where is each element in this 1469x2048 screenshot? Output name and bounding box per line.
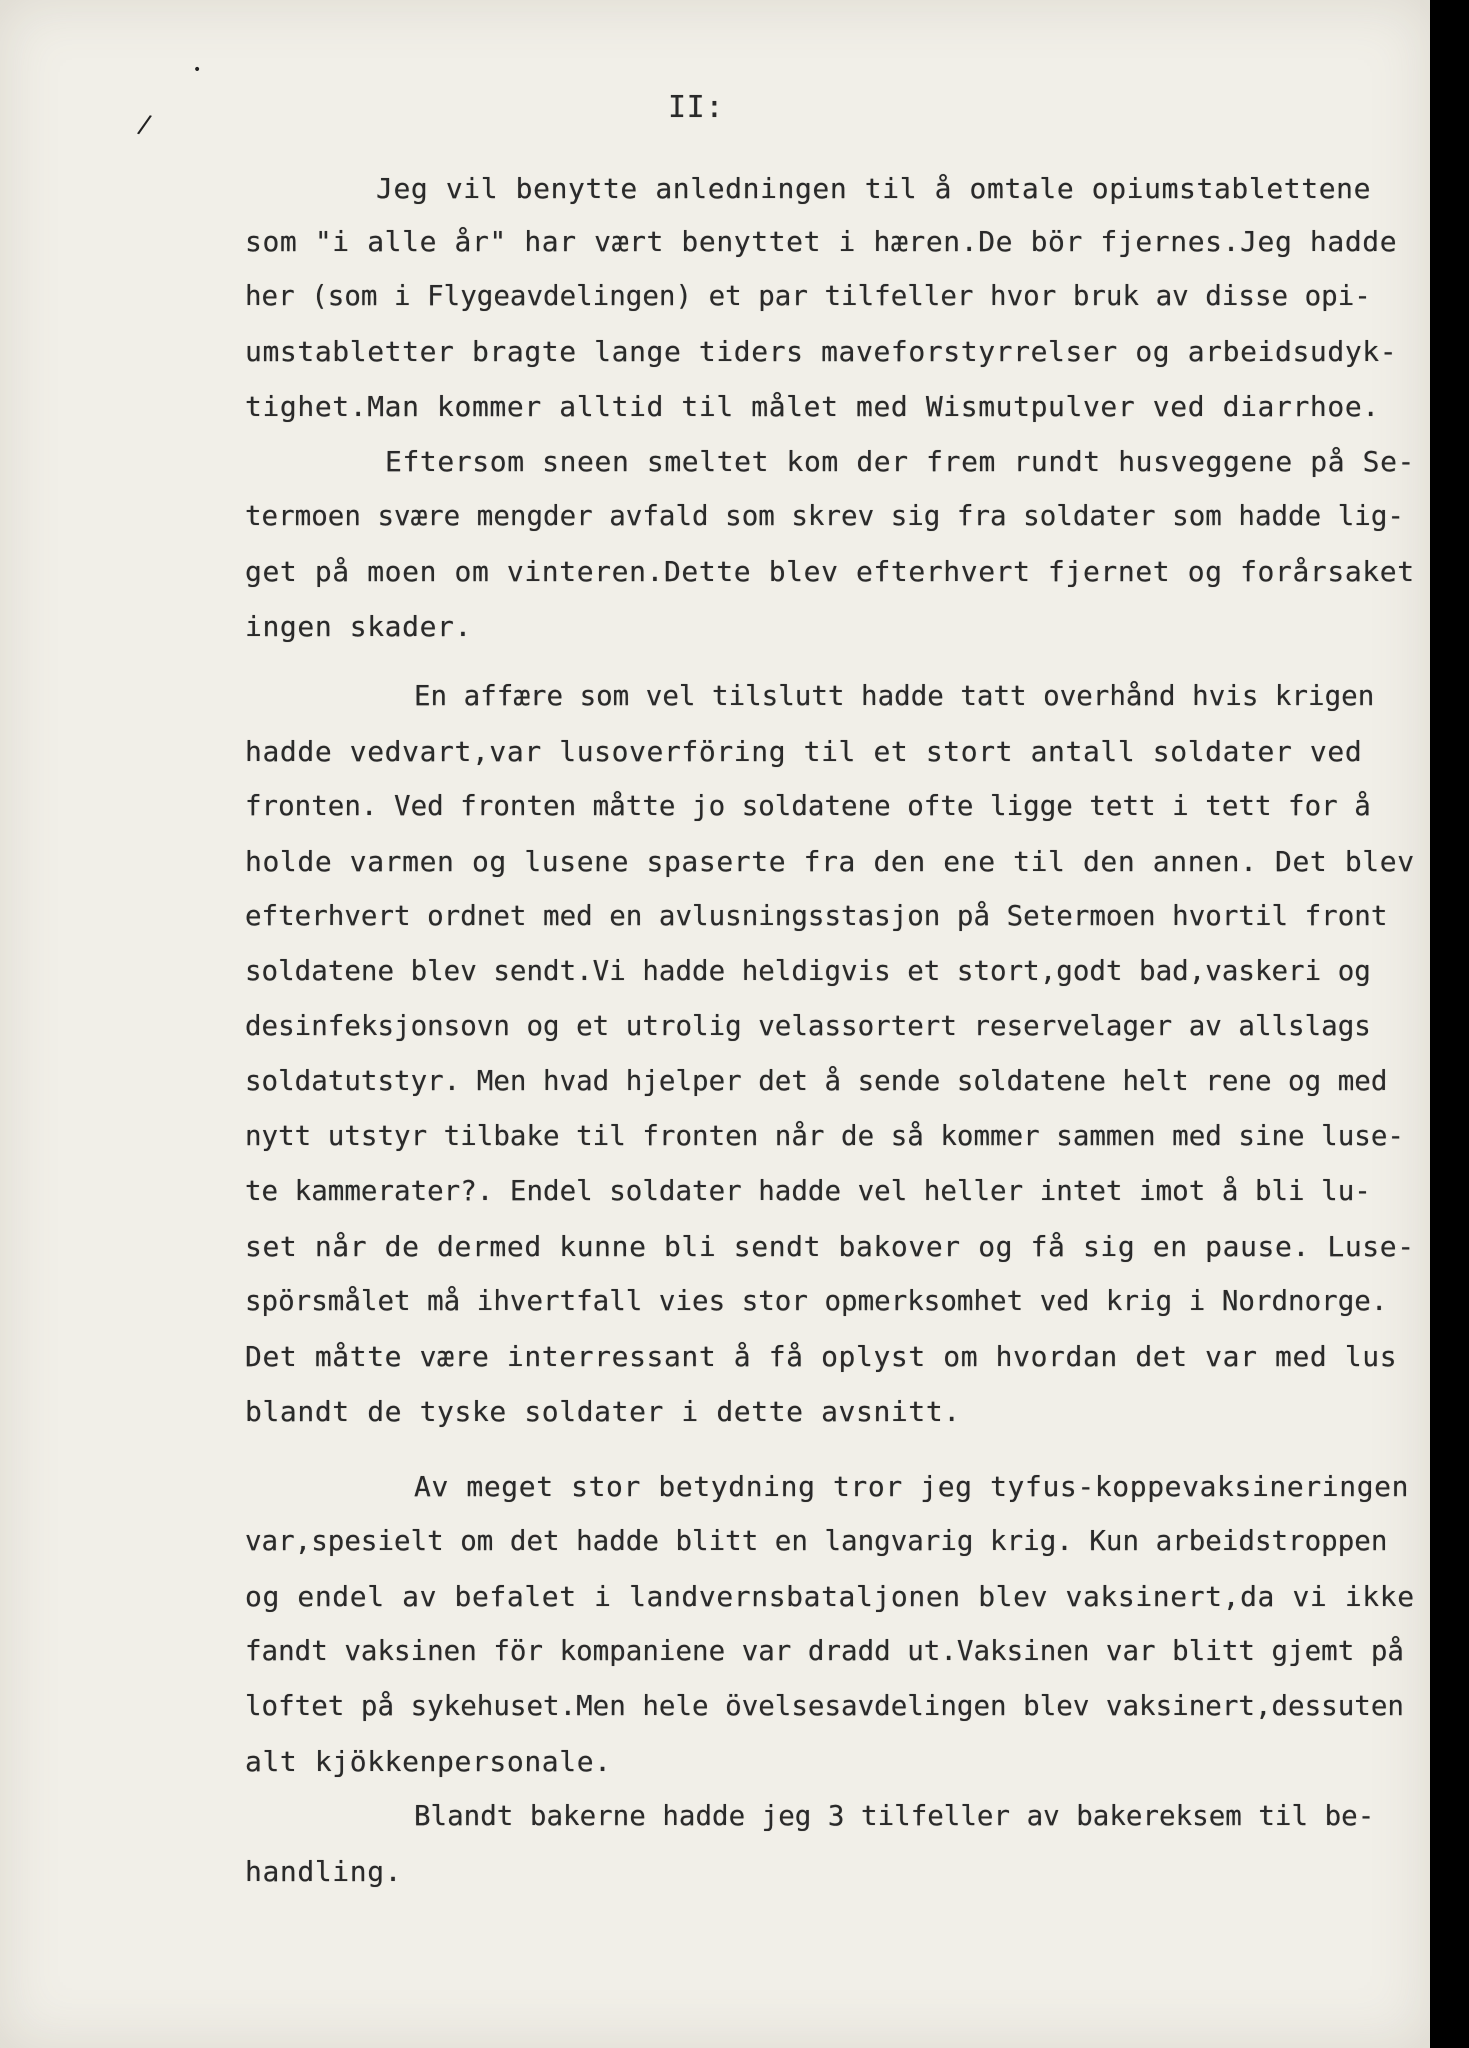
text-line: soldatutstyr. Men hvad hjelper det å sende soldatene helt rene og med bbox=[245, 1065, 1388, 1097]
text-line: ingen skader. bbox=[245, 610, 472, 643]
text-line: loftet på sykehuset.Men hele övelsesavdelingen blev vaksinert,dessuten bbox=[245, 1690, 1404, 1722]
text-line: fronten. Ved fronten måtte jo soldatene ofte ligge tett i tett for å bbox=[245, 790, 1371, 822]
text-line: nytt utstyr tilbake til fronten når de så kommer sammen med sine luse- bbox=[245, 1120, 1404, 1152]
text-line: fandt vaksinen för kompaniene var dradd ut.Vaksinen var blitt gjemt på bbox=[245, 1635, 1404, 1667]
text-line: efterhvert ordnet med en avlusningsstasjon på Setermoen hvortil front bbox=[245, 900, 1388, 932]
text-line: holde varmen og lusene spaserte fra den ene til den annen. Det blev bbox=[245, 845, 1415, 878]
text-line: og endel av befalet i landvernsbataljonen blev vaksinert,da vi ikke bbox=[245, 1580, 1415, 1613]
text-line: Av meget stor betydning tror jeg tyfus-koppevaksineringen bbox=[414, 1470, 1410, 1503]
text-line: Jeg vil benytte anledningen til å omtale opiumstablettene bbox=[376, 172, 1372, 205]
text-line: alt kjökkenpersonale. bbox=[245, 1745, 612, 1778]
text-line: En affære som vel tilslutt hadde tatt overhånd hvis krigen bbox=[414, 680, 1375, 712]
text-line: soldatene blev sendt.Vi hadde heldigvis et stort,godt bad,vaskeri og bbox=[245, 955, 1371, 987]
text-line: umstabletter bragte lange tiders maveforstyrrelser og arbeidsudyk- bbox=[245, 335, 1398, 368]
text-line: Det måtte være interressant å få oplyst om hvordan det var med lus bbox=[245, 1340, 1398, 1373]
ink-dot-mark: • bbox=[193, 62, 202, 78]
text-line: var,spesielt om det hadde blitt en langvarig krig. Kun arbeidstroppen bbox=[245, 1525, 1388, 1557]
pencil-tick-mark: / bbox=[135, 109, 154, 141]
text-line: termoen svære mengder avfald som skrev sig fra soldater som hadde lig- bbox=[245, 500, 1404, 532]
text-line: her (som i Flygeavdelingen) et par tilfeller hvor bruk av disse opi- bbox=[245, 280, 1371, 312]
text-line: get på moen om vinteren.Dette blev efterhvert fjernet og forårsaket bbox=[245, 555, 1415, 588]
text-line: desinfeksjonsovn og et utrolig velassortert reservelager av allslags bbox=[245, 1010, 1371, 1042]
text-line: blandt de tyske soldater i dette avsnitt. bbox=[245, 1395, 961, 1428]
text-line: te kammerater?. Endel soldater hadde vel heller intet imot å bli lu- bbox=[245, 1175, 1371, 1207]
text-line: Eftersom sneen smeltet kom der frem rundt husveggene på Se- bbox=[385, 445, 1415, 478]
text-line: handling. bbox=[245, 1855, 403, 1888]
text-line: tighet.Man kommer alltid til målet med Wismutpulver ved diarrhoe. bbox=[245, 390, 1380, 423]
text-line: som "i alle år" har vært benyttet i hæren.De bör fjernes.Jeg hadde bbox=[245, 225, 1398, 258]
text-line: Blandt bakerne hadde jeg 3 tilfeller av bakereksem til be- bbox=[414, 1800, 1375, 1832]
text-line: spörsmålet må ihvertfall vies stor opmerksomhet ved krig i Nordnorge. bbox=[245, 1285, 1388, 1317]
text-line: hadde vedvart,var lusoverföring til et stort antall soldater ved bbox=[245, 735, 1363, 768]
text-line: set når de dermed kunne bli sendt bakover og få sig en pause. Luse- bbox=[245, 1230, 1415, 1263]
page-heading: II: bbox=[668, 90, 724, 125]
